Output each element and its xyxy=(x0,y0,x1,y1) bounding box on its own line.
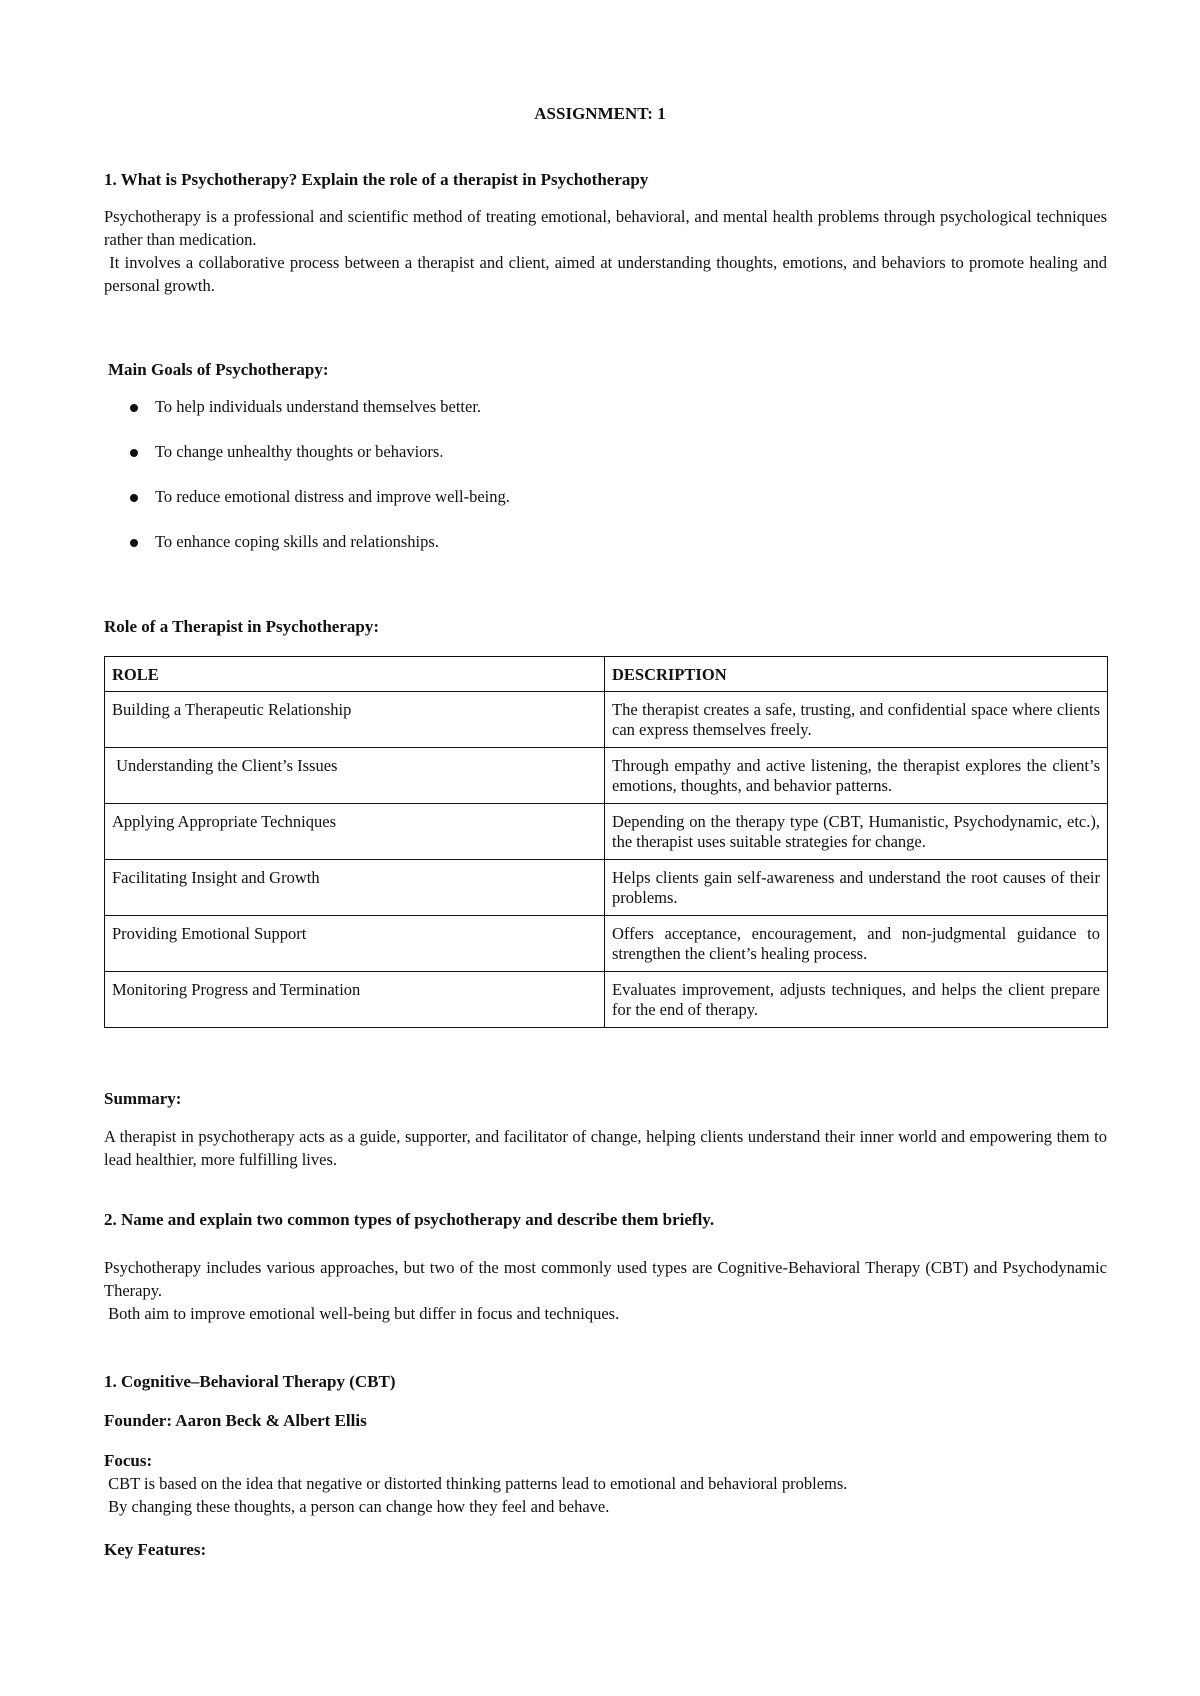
roles-table xyxy=(104,656,1108,1028)
column-header-role: ROLE xyxy=(105,657,605,692)
cbt-heading: 1. Cognitive–Behavioral Therapy (CBT) xyxy=(104,1372,396,1391)
summary-text: A therapist in psychotherapy acts as a guide, supporter, and facilitator of change, helping clients understand their inner world and empowering them to lead healthier, more fulfilling lives. xyxy=(104,1127,1107,1169)
bullet-icon xyxy=(130,404,138,412)
cbt-key-features-label: Key Features: xyxy=(104,1540,207,1559)
question-1-heading: 1. What is Psychotherapy? Explain the role of a therapist in Psychotherapy xyxy=(104,170,649,189)
assignment-title: ASSIGNMENT: 1 xyxy=(534,104,666,123)
cbt-focus-label: Focus: xyxy=(104,1451,153,1470)
goal-item: To change unhealthy thoughts or behaviors. xyxy=(155,442,444,461)
description-cell: Depending on the therapy type (CBT, Humanistic, Psychodynamic, etc.), the therapist uses suitable strategies for change. xyxy=(605,804,1108,860)
table-row xyxy=(105,692,1108,748)
table-row xyxy=(105,860,1108,916)
q1-paragraph-2: It involves a collaborative process between a therapist and client, aimed at understanding thoughts, emotions, and behaviors to promote healing and personal growth. xyxy=(104,253,1112,295)
role-cell: Understanding the Client’s Issues xyxy=(105,748,605,804)
roles-heading: Role of a Therapist in Psychotherapy: xyxy=(104,617,379,636)
table-header-row xyxy=(105,657,1108,692)
description-cell: The therapist creates a safe, trusting, and confidential space where clients can express themselves freely. xyxy=(605,692,1108,748)
q1-paragraph-1: Psychotherapy is a professional and scientific method of treating emotional, behavioral, and mental health problems through psychological techniques rather than medication. xyxy=(104,207,1107,249)
description-cell: Offers acceptance, encouragement, and non-judgmental guidance to strengthen the client’s healing process. xyxy=(605,916,1108,972)
description-cell: Helps clients gain self-awareness and understand the root causes of their problems. xyxy=(605,860,1108,916)
cbt-focus-line-2: By changing these thoughts, a person can change how they feel and behave. xyxy=(104,1497,610,1516)
bullet-icon xyxy=(130,494,138,502)
goal-item: To enhance coping skills and relationships. xyxy=(155,532,439,551)
description-cell: Evaluates improvement, adjusts techniques, and helps the client prepare for the end of therapy. xyxy=(605,972,1108,1028)
table-row xyxy=(105,972,1108,1028)
role-cell: Facilitating Insight and Growth xyxy=(105,860,605,916)
column-header-description: DESCRIPTION xyxy=(605,657,1108,692)
goal-item: To reduce emotional distress and improve well-being. xyxy=(155,487,510,506)
bullet-icon xyxy=(130,449,138,457)
role-cell: Providing Emotional Support xyxy=(105,916,605,972)
goal-item: To help individuals understand themselves better. xyxy=(155,397,482,416)
q2-paragraph-2: Both aim to improve emotional well-being but differ in focus and techniques. xyxy=(104,1304,620,1323)
description-cell: Through empathy and active listening, the therapist explores the client’s emotions, thoughts, and behavior patterns. xyxy=(605,748,1108,804)
role-cell: Monitoring Progress and Termination xyxy=(105,972,605,1028)
role-cell: Building a Therapeutic Relationship xyxy=(105,692,605,748)
cbt-focus-line-1: CBT is based on the idea that negative or distorted thinking patterns lead to emotional and behavioral problems. xyxy=(104,1474,848,1493)
bullet-icon xyxy=(130,539,138,547)
goals-heading: Main Goals of Psychotherapy: xyxy=(108,360,329,379)
table-row xyxy=(105,804,1108,860)
role-cell: Applying Appropriate Techniques xyxy=(105,804,605,860)
question-2-heading: 2. Name and explain two common types of psychotherapy and describe them briefly. xyxy=(104,1210,715,1229)
q2-paragraph-1: Psychotherapy includes various approaches, but two of the most commonly used types are Cognitive-Behavioral Therapy (CBT) and Psychodynamic Therapy. xyxy=(104,1258,1107,1300)
summary-heading: Summary: xyxy=(104,1089,182,1108)
cbt-founder: Founder: Aaron Beck & Albert Ellis xyxy=(104,1411,367,1430)
table-row xyxy=(105,748,1108,804)
table-row xyxy=(105,916,1108,972)
